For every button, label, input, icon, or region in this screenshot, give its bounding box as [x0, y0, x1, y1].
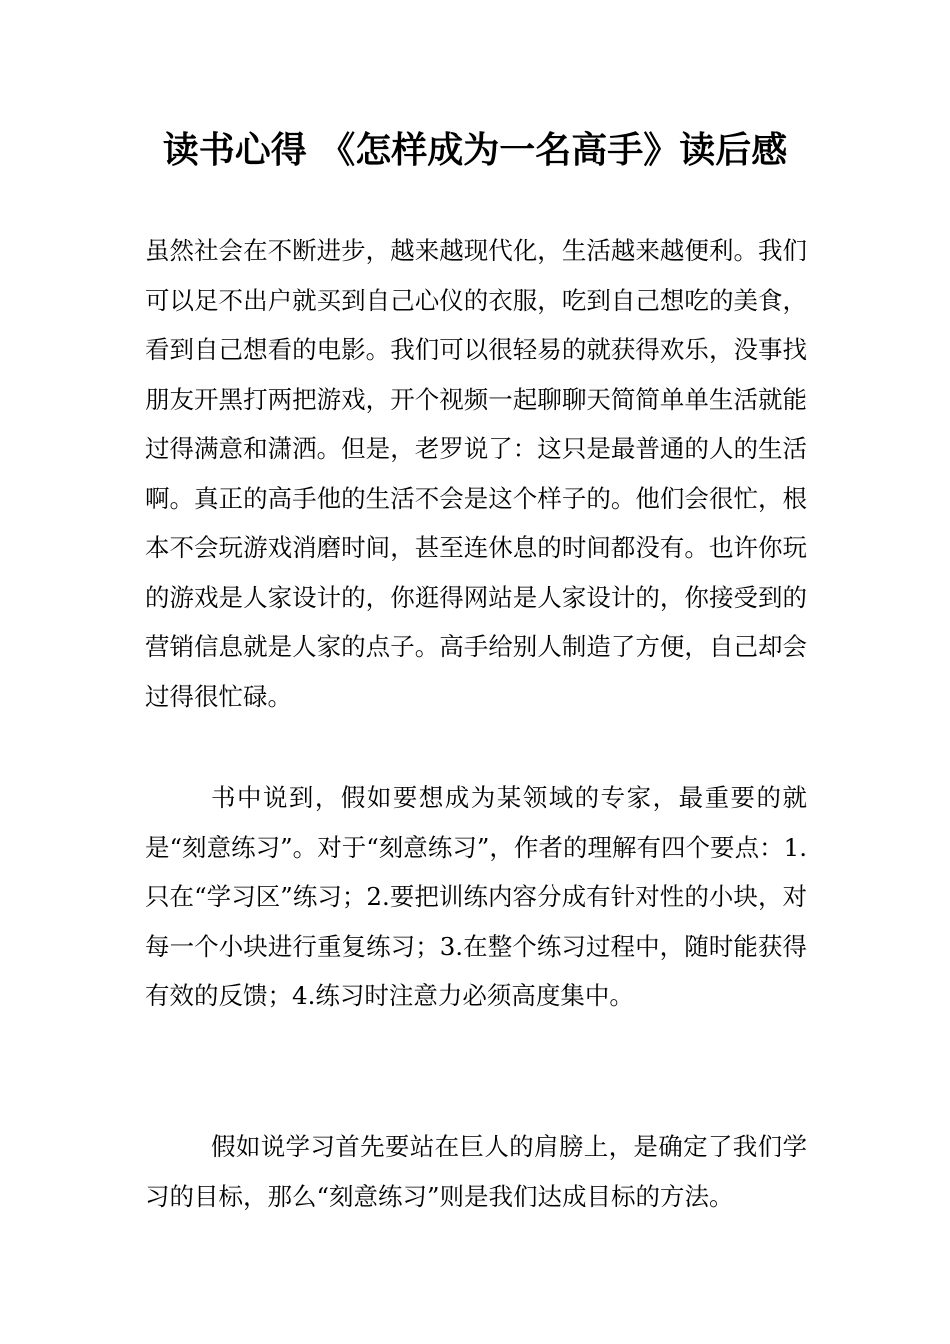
document-title: 读书心得 《怎样成为一名高手》读后感	[162, 130, 788, 171]
paragraph-1: 虽然社会在不断进步，越来越现代化，生活越来越便利。我们可以足不出户就买到自己心仪的衣服，吃到自己想吃的美食，看到自己想看的电影。我们可以很轻易的就获得欢乐，没事找朋友开黑打两把游戏，开个视频一起聊聊天简简单单生活就能过得满意和潇洒。但是，老罗说了：这只是最普通的人的生活啊。真正的高手他的生活不会是这个样子的。他们会很忙，根本不会玩游戏消磨时间，甚至连休息的时间都没有。也许你玩的游戏是人家设计的，你逛得网站是人家设计的，你接受到的营销信息就是人家的点子。高手给别人制造了方便，自己却会过得很忙碌。	[145, 236, 807, 711]
paragraph-2: 书中说到，假如要想成为某领域的专家，最重要的就是“刻意练习”。对于“刻意练习”，作者的理解有四个要点：1.只在“学习区”练习；2.要把训练内容分成有针对性的小块，对每一个小块进行重复练习；3.在整个练习过程中，随时能获得有效的反馈；4.练习时注意力必须高度集中。	[145, 783, 807, 1010]
paragraph-3: 假如说学习首先要站在巨人的肩膀上，是确定了我们学习的目标，那么“刻意练习”则是我们达成目标的方法。	[145, 1132, 807, 1211]
